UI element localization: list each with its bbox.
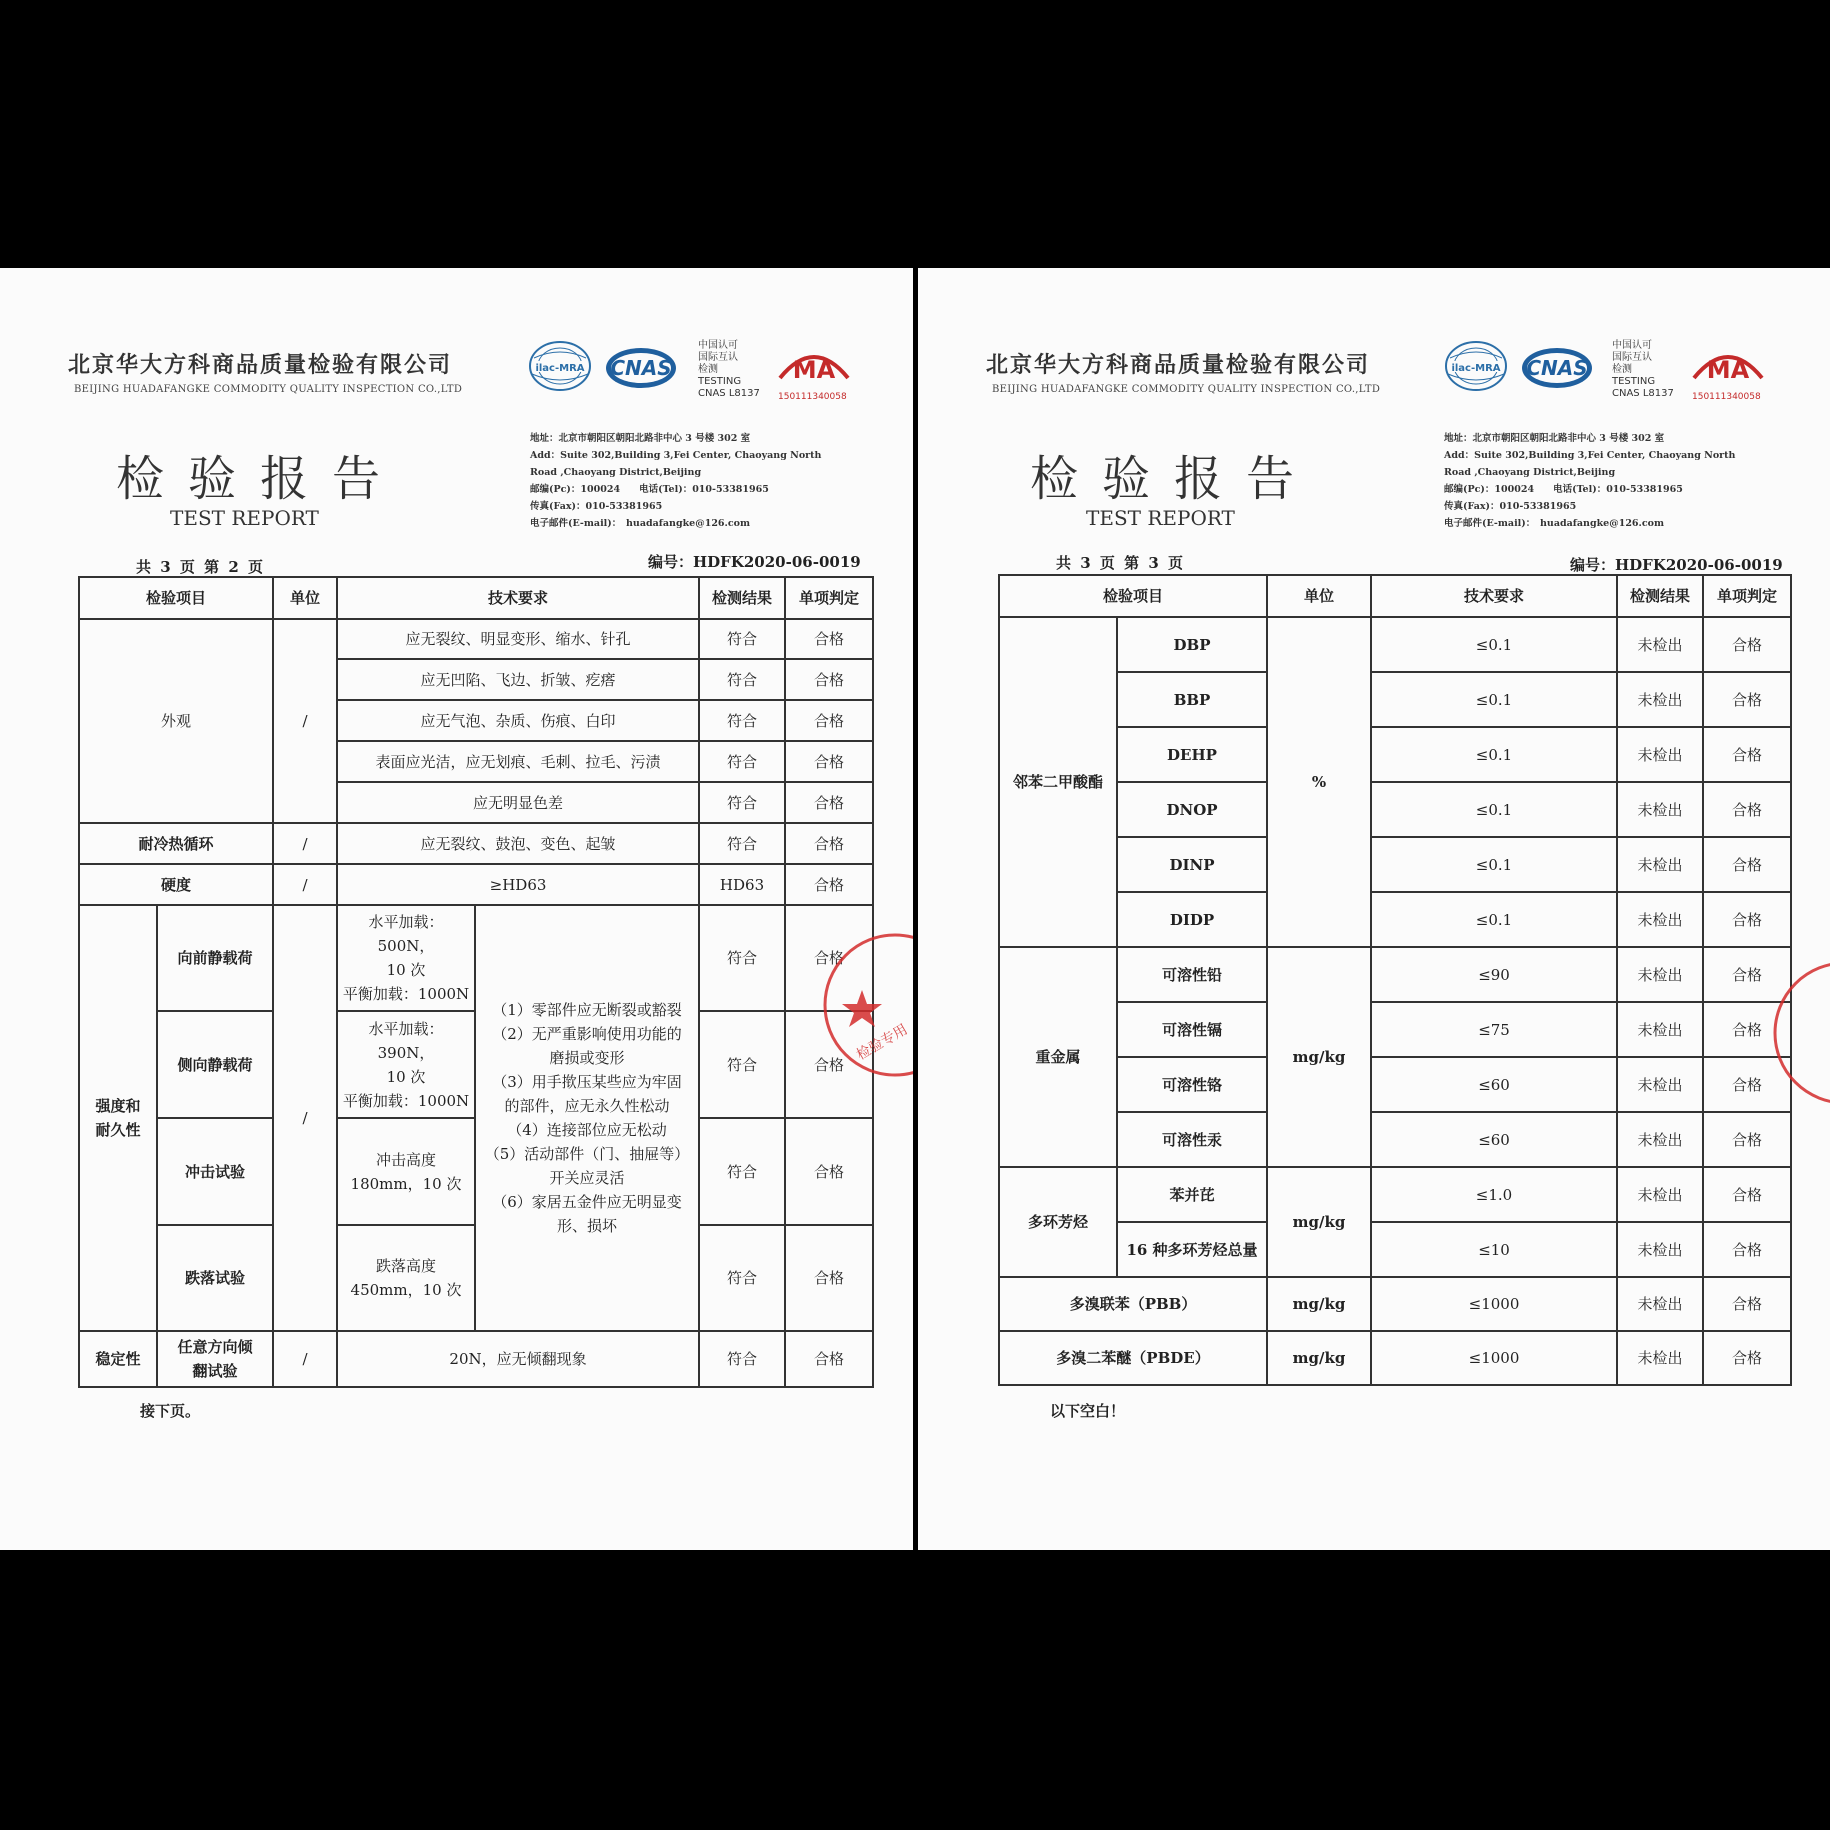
requirement-cell: 应无裂纹、鼓泡、变色、起皱 <box>337 823 699 864</box>
unit-cell: % <box>1267 617 1371 947</box>
cnas-line: CNAS L8137 <box>698 388 760 399</box>
address-block <box>1444 430 1735 532</box>
result-cell: HD63 <box>699 864 785 905</box>
report-title-en: TEST REPORT <box>1086 506 1235 530</box>
stamp-text: 检验专用 <box>854 1021 911 1064</box>
table-header-row <box>79 577 873 619</box>
result-cell: 符合 <box>699 823 785 864</box>
ma-number: 150111340058 <box>1692 392 1761 402</box>
result-cell: 符合 <box>699 1118 785 1225</box>
judgement-cell: 合格 <box>785 864 873 905</box>
header-cell: 单项判定 <box>1703 575 1791 617</box>
table-row <box>999 1112 1791 1167</box>
table-row <box>999 727 1791 782</box>
cnas-accreditation <box>698 340 760 400</box>
cnas-line: 检测 <box>698 364 718 375</box>
cnas-line: 国际互认 <box>1612 352 1652 363</box>
address-block <box>530 430 821 532</box>
result-cell: 未检出 <box>1617 672 1703 727</box>
judgement-cell: 合格 <box>785 1225 873 1331</box>
requirement-cell: ≤0.1 <box>1371 617 1617 672</box>
substance-cell: 苯并芘 <box>1117 1167 1267 1222</box>
judgement-cell: 合格 <box>785 1011 873 1118</box>
substance-cell: 可溶性汞 <box>1117 1112 1267 1167</box>
cnas-line: 中国认可 <box>698 340 738 351</box>
judgement-cell: 合格 <box>1703 672 1791 727</box>
cnas-line: TESTING <box>698 376 742 387</box>
ilac-text: ilac-MRA <box>535 363 585 374</box>
condition-line: 水平加载：500N， <box>368 913 444 955</box>
substance-cell: 可溶性铬 <box>1117 1057 1267 1112</box>
sub-item-line: 任意方向倾 <box>177 1338 253 1356</box>
cma-logo <box>776 342 852 382</box>
sub-item-cell: 冲击试验 <box>157 1118 273 1225</box>
result-cell: 未检出 <box>1617 617 1703 672</box>
requirement-line: （4）连接部位应无松动 <box>507 1121 667 1139</box>
cnas-text: CNAS <box>610 356 672 380</box>
result-cell: 未检出 <box>1617 1167 1703 1222</box>
cnas-accreditation <box>1612 340 1674 400</box>
test-table <box>78 576 874 1388</box>
table-row <box>999 1002 1791 1057</box>
page-count: 共 3 页 第 2 页 <box>136 558 265 576</box>
report-title-cn: 检验报告 <box>116 451 405 507</box>
result-cell: 未检出 <box>1617 1331 1703 1385</box>
table-row <box>999 1167 1791 1222</box>
ilac-text: ilac-MRA <box>1451 363 1501 374</box>
result-cell: 未检出 <box>1617 782 1703 837</box>
table-row <box>79 823 873 864</box>
requirement-cell: ≤60 <box>1371 1057 1617 1112</box>
result-cell: 符合 <box>699 619 785 659</box>
requirement-line: （3）用手揿压某些应为牢固 <box>492 1073 682 1091</box>
address-line: 地址：北京市朝阳区朝阳北路非中心 3 号楼 302 室 <box>1444 433 1665 444</box>
judgement-cell: 合格 <box>1703 837 1791 892</box>
condition-cell <box>337 1011 475 1118</box>
condition-line: 450mm，10 次 <box>350 1281 462 1299</box>
header-cell: 检测结果 <box>699 577 785 619</box>
requirement-line: 的部件，应无永久性松动 <box>504 1097 670 1115</box>
table-row <box>79 864 873 905</box>
substance-cell: DIDP <box>1117 892 1267 947</box>
judgement-cell: 合格 <box>1703 617 1791 672</box>
requirement-cell <box>475 905 699 1331</box>
report-number: 编号：HDFK2020-06-0019 <box>648 553 861 571</box>
result-cell: 未检出 <box>1617 1002 1703 1057</box>
requirement-cell: 应无气泡、杂质、伤痕、白印 <box>337 700 699 741</box>
item-cell: 外观 <box>79 619 273 823</box>
table-header-row <box>999 575 1791 617</box>
requirement-line: 开关应灵活 <box>549 1169 625 1187</box>
result-cell: 未检出 <box>1617 1222 1703 1277</box>
requirement-cell: 应无明显色差 <box>337 782 699 823</box>
ma-number: 150111340058 <box>778 392 847 402</box>
judgement-cell: 合格 <box>785 1118 873 1225</box>
result-cell: 符合 <box>699 700 785 741</box>
judgement-cell: 合格 <box>1703 1222 1791 1277</box>
condition-line: 180mm，10 次 <box>350 1174 462 1193</box>
table-row <box>999 1331 1791 1385</box>
unit-cell: mg/kg <box>1267 947 1371 1167</box>
company-name-cn: 北京华大方科商品质量检验有限公司 <box>68 352 453 378</box>
address-line: 地址：北京市朝阳区朝阳北路非中心 3 号楼 302 室 <box>530 433 751 444</box>
condition-line: 平衡加载：1000N <box>342 985 470 1003</box>
unit-cell: mg/kg <box>1267 1167 1371 1277</box>
table-row <box>999 837 1791 892</box>
judgement-cell: 合格 <box>785 659 873 700</box>
report-title-cn: 检验报告 <box>1030 451 1319 507</box>
substance-cell: 多溴二苯醚（PBDE） <box>999 1331 1267 1385</box>
substance-cell: DNOP <box>1117 782 1267 837</box>
cnas-line: 中国认可 <box>1612 340 1652 351</box>
sub-item-line: 翻试验 <box>192 1362 238 1380</box>
unit-cell: / <box>273 823 337 864</box>
ilac-mra-logo <box>528 340 592 392</box>
requirement-cell: ≥HD63 <box>337 864 699 905</box>
table-row <box>999 672 1791 727</box>
cma-logo <box>1690 342 1766 382</box>
footer-note: 以下空白！ <box>1050 1402 1126 1420</box>
cnas-line: TESTING <box>1612 376 1656 387</box>
item-cell: 稳定性 <box>79 1331 157 1387</box>
header-cell: 单位 <box>1267 575 1371 617</box>
result-cell: 未检出 <box>1617 1057 1703 1112</box>
footer-note: 接下页。 <box>140 1402 201 1420</box>
result-cell: 未检出 <box>1617 892 1703 947</box>
unit-cell: / <box>273 1331 337 1387</box>
table-row <box>79 905 873 1011</box>
test-table <box>998 574 1792 1386</box>
judgement-cell: 合格 <box>1703 892 1791 947</box>
group-cell: 多环芳烃 <box>999 1167 1117 1277</box>
report-title-en: TEST REPORT <box>170 506 319 530</box>
judgement-cell: 合格 <box>1703 1057 1791 1112</box>
address-line: 传真(Fax)：010-53381965 <box>1444 501 1577 512</box>
address-line: Add：Suite 302,Building 3,Fei Center, Chaoyang North <box>530 450 822 461</box>
header-cell: 单项判定 <box>785 577 873 619</box>
requirement-cell: ≤0.1 <box>1371 672 1617 727</box>
condition-line: 10 次 <box>386 961 426 979</box>
judgement-cell: 合格 <box>1703 1167 1791 1222</box>
header-cell: 单位 <box>273 577 337 619</box>
table-row <box>999 782 1791 837</box>
address-line: Road ,Chaoyang District,Beijing <box>530 467 702 478</box>
company-name-cn: 北京华大方科商品质量检验有限公司 <box>986 352 1371 378</box>
header-cell: 检测结果 <box>1617 575 1703 617</box>
result-cell: 符合 <box>699 905 785 1011</box>
result-cell: 符合 <box>699 1011 785 1118</box>
requirement-cell: 表面应光洁，应无划痕、毛刺、拉毛、污渍 <box>337 741 699 782</box>
company-name-en: BEIJING HUADAFANGKE COMMODITY QUALITY INSPECTION CO.,LTD <box>992 384 1381 395</box>
sub-item-cell: 侧向静载荷 <box>157 1011 273 1118</box>
substance-cell: 多溴联苯（PBB） <box>999 1277 1267 1331</box>
item-cell: 硬度 <box>79 864 273 905</box>
result-cell: 未检出 <box>1617 1277 1703 1331</box>
requirement-cell: ≤75 <box>1371 1002 1617 1057</box>
substance-cell: DEHP <box>1117 727 1267 782</box>
item-line: 强度和 <box>95 1097 141 1115</box>
judgement-cell: 合格 <box>1703 1002 1791 1057</box>
requirement-cell: 应无裂纹、明显变形、缩水、针孔 <box>337 619 699 659</box>
report-number: 编号：HDFK2020-06-0019 <box>1570 556 1783 574</box>
address-line: 电子邮件(E-mail)： huadafangke@126.com <box>1444 518 1665 529</box>
requirement-cell: ≤1000 <box>1371 1277 1617 1331</box>
header-cell: 技术要求 <box>337 577 699 619</box>
requirement-line: 磨损或变形 <box>549 1049 625 1067</box>
judgement-cell: 合格 <box>785 782 873 823</box>
table-row <box>999 1222 1791 1277</box>
condition-line: 10 次 <box>386 1067 426 1086</box>
result-cell: 未检出 <box>1617 1112 1703 1167</box>
requirement-cell: ≤60 <box>1371 1112 1617 1167</box>
header-cell: 检验项目 <box>79 577 273 619</box>
requirement-line: （1）零部件应无断裂或豁裂 <box>492 1001 682 1019</box>
requirement-cell: 20N，应无倾翻现象 <box>337 1331 699 1387</box>
address-line: 电子邮件(E-mail)： huadafangke@126.com <box>530 518 751 529</box>
requirement-cell: ≤0.1 <box>1371 892 1617 947</box>
requirement-cell: ≤0.1 <box>1371 782 1617 837</box>
judgement-cell: 合格 <box>785 905 873 1011</box>
page-count: 共 3 页 第 3 页 <box>1056 554 1185 572</box>
result-cell: 未检出 <box>1617 947 1703 1002</box>
sub-item-cell <box>157 1331 273 1387</box>
requirement-cell: ≤10 <box>1371 1222 1617 1277</box>
unit-cell: / <box>273 619 337 823</box>
unit-cell: / <box>273 905 337 1331</box>
report-page-2 <box>0 268 913 1550</box>
group-cell: 重金属 <box>999 947 1117 1167</box>
requirement-line: （5）活动部件（门、抽屉等） <box>484 1145 690 1163</box>
judgement-cell: 合格 <box>1703 727 1791 782</box>
sub-item-cell: 向前静载荷 <box>157 905 273 1011</box>
requirement-cell: ≤90 <box>1371 947 1617 1002</box>
requirement-cell: ≤0.1 <box>1371 837 1617 892</box>
requirement-line: （6）家居五金件应无明显变 <box>492 1193 682 1211</box>
company-name-en: BEIJING HUADAFANGKE COMMODITY QUALITY INSPECTION CO.,LTD <box>74 384 463 395</box>
substance-cell: DINP <box>1117 837 1267 892</box>
table-row <box>79 619 873 659</box>
table-row <box>79 1331 873 1387</box>
table-row <box>999 1277 1791 1331</box>
report-page-3 <box>918 268 1830 1550</box>
unit-cell: / <box>273 864 337 905</box>
requirement-cell: ≤1.0 <box>1371 1167 1617 1222</box>
condition-line: 跌落高度 <box>376 1257 437 1275</box>
result-cell: 未检出 <box>1617 727 1703 782</box>
requirement-cell: ≤0.1 <box>1371 727 1617 782</box>
address-line: 邮编(Pc)：100024 电话(Tel)：010-53381965 <box>1444 484 1683 495</box>
judgement-cell: 合格 <box>785 1331 873 1387</box>
judgement-cell: 合格 <box>785 619 873 659</box>
condition-line: 平衡加载：1000N <box>342 1091 470 1110</box>
judgement-cell: 合格 <box>1703 1331 1791 1385</box>
item-cell <box>79 905 157 1331</box>
judgement-cell: 合格 <box>1703 1112 1791 1167</box>
substance-cell: 可溶性铅 <box>1117 947 1267 1002</box>
result-cell: 符合 <box>699 782 785 823</box>
table-row <box>999 617 1791 672</box>
judgement-cell: 合格 <box>1703 782 1791 837</box>
unit-cell: mg/kg <box>1267 1331 1371 1385</box>
judgement-cell: 合格 <box>1703 947 1791 1002</box>
substance-cell: DBP <box>1117 617 1267 672</box>
ma-text: MA <box>1706 356 1750 382</box>
address-line: Road ,Chaoyang District,Beijing <box>1444 467 1616 478</box>
unit-cell: mg/kg <box>1267 1277 1371 1331</box>
result-cell: 未检出 <box>1617 837 1703 892</box>
condition-line: 冲击高度 <box>376 1150 437 1169</box>
requirement-line: （2）无严重影响使用功能的 <box>492 1025 682 1043</box>
judgement-cell: 合格 <box>785 700 873 741</box>
address-line: 邮编(Pc)：100024 电话(Tel)：010-53381965 <box>530 484 769 495</box>
table-row <box>999 947 1791 1002</box>
ilac-mra-logo <box>1444 340 1508 392</box>
condition-cell <box>337 1225 475 1331</box>
requirement-cell: 应无凹陷、飞边、折皱、疙瘩 <box>337 659 699 700</box>
group-cell: 邻苯二甲酸酯 <box>999 617 1117 947</box>
result-cell: 符合 <box>699 659 785 700</box>
item-line: 耐久性 <box>95 1121 141 1139</box>
cnas-line: 国际互认 <box>698 352 738 363</box>
judgement-cell: 合格 <box>785 823 873 864</box>
inspection-stamp <box>820 930 913 1080</box>
condition-cell <box>337 905 475 1011</box>
cnas-logo <box>604 346 678 390</box>
judgement-cell: 合格 <box>785 741 873 782</box>
condition-line: 水平加载：390N， <box>368 1019 444 1062</box>
header-cell: 技术要求 <box>1371 575 1617 617</box>
requirement-cell: ≤1000 <box>1371 1331 1617 1385</box>
substance-cell: 16 种多环芳烃总量 <box>1117 1222 1267 1277</box>
cnas-text: CNAS <box>1526 356 1588 380</box>
result-cell: 符合 <box>699 741 785 782</box>
item-cell: 耐冷热循环 <box>79 823 273 864</box>
substance-cell: 可溶性镉 <box>1117 1002 1267 1057</box>
cnas-line: CNAS L8137 <box>1612 388 1674 399</box>
cnas-line: 检测 <box>1612 364 1632 375</box>
ma-text: MA <box>792 356 836 382</box>
judgement-cell: 合格 <box>1703 1277 1791 1331</box>
header-cell: 检验项目 <box>999 575 1267 617</box>
cnas-logo <box>1520 346 1594 390</box>
sub-item-cell: 跌落试验 <box>157 1225 273 1331</box>
result-cell: 符合 <box>699 1225 785 1331</box>
address-line: 传真(Fax)：010-53381965 <box>530 501 663 512</box>
condition-cell <box>337 1118 475 1225</box>
result-cell: 符合 <box>699 1331 785 1387</box>
table-row <box>999 892 1791 947</box>
requirement-line: 形、损坏 <box>557 1217 618 1235</box>
inspection-stamp-partial <box>1770 958 1830 1108</box>
table-row <box>999 1057 1791 1112</box>
address-line: Add：Suite 302,Building 3,Fei Center, Chaoyang North <box>1444 450 1736 461</box>
substance-cell: BBP <box>1117 672 1267 727</box>
